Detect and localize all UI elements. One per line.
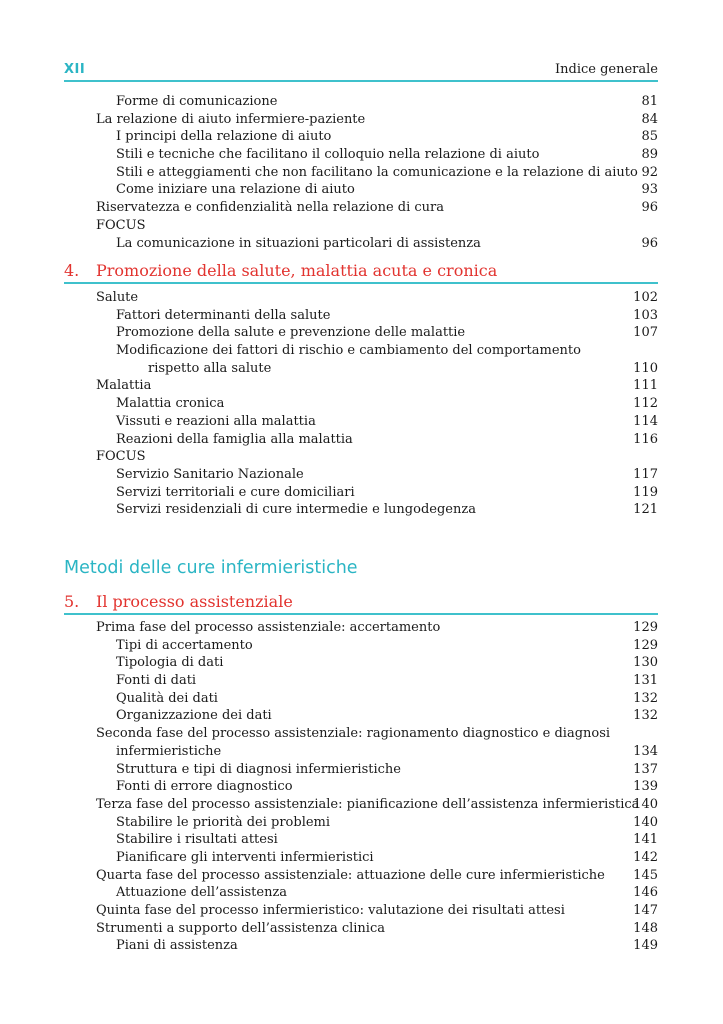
toc-entry-page: 117 <box>633 466 658 482</box>
chapter-number: 5. <box>64 592 80 611</box>
toc-entry-title: Stili e atteggiamenti che non facilitano la comunicazione e la relazione di aiuto <box>116 164 638 180</box>
toc-entry-title: Strumenti a supporto dell’assistenza clinica <box>96 920 385 936</box>
toc-entry-title: Pianificare gli interventi infermieristici <box>116 849 374 865</box>
toc-entry-page: 110 <box>633 360 658 376</box>
toc-entry <box>64 146 658 164</box>
toc-entry <box>64 672 658 690</box>
toc-entry-title: Prima fase del processo assistenziale: accertamento <box>96 620 441 635</box>
toc-entry-page: 134 <box>633 743 658 759</box>
toc-entry <box>64 484 658 502</box>
toc-entry-title: Struttura e tipi di diagnosi infermieristiche <box>116 761 401 777</box>
toc-entry-title: Stili e tecniche che facilitano il colloquio nella relazione di aiuto <box>116 147 540 163</box>
toc-entry-title: rispetto alla salute <box>148 360 272 376</box>
toc-entry-title: Malattia cronica <box>116 396 225 412</box>
toc-block-chapter-4 <box>64 289 658 519</box>
toc-entry-title: Fattori determinanti della salute <box>116 307 331 323</box>
toc-entry-title: Tipi di accertamento <box>116 637 253 653</box>
toc-entry-page: 148 <box>633 920 658 936</box>
toc-entry <box>64 637 658 655</box>
toc-entry <box>64 707 658 725</box>
toc-entry <box>64 360 658 378</box>
chapter-number: 4. <box>64 261 80 280</box>
toc-entry-title: Fonti di dati <box>116 673 197 689</box>
toc-entry <box>64 289 658 307</box>
toc-entry-page: 96 <box>641 235 658 251</box>
toc-entry-title: Seconda fase del processo assistenziale: ragionamento diagnostico e diagnosi <box>96 726 611 742</box>
toc-entry-title: Terza fase del processo assistenziale: pianificazione dell’assistenza infermieristica <box>96 796 640 812</box>
toc-entry-title: Quinta fase del processo infermieristico: valutazione dei risultati attesi <box>96 903 565 918</box>
toc-entry <box>64 884 658 902</box>
toc-block-chapter-3-tail <box>64 93 658 252</box>
toc-entry-title: La comunicazione in situazioni particolari di assistenza <box>116 235 481 251</box>
toc-entry <box>64 164 658 182</box>
toc-entry-page: 140 <box>633 796 658 812</box>
toc-entry-title: FOCUS <box>96 217 146 233</box>
toc-entry-page: 111 <box>633 378 658 394</box>
toc-entry-title: Organizzazione dei dati <box>116 708 272 724</box>
toc-entry <box>64 217 658 235</box>
toc-entry <box>64 814 658 832</box>
toc-entry-page: 131 <box>633 673 658 689</box>
toc-entry <box>64 920 658 938</box>
toc-entry-page: 107 <box>633 325 658 341</box>
toc-entry-title: Promozione della salute e prevenzione delle malattie <box>116 325 466 341</box>
toc-entry-title: FOCUS <box>96 449 146 465</box>
toc-entry-title: Piani di assistenza <box>116 938 238 954</box>
toc-entry-page: 92 <box>641 164 658 180</box>
toc-block-chapter-5 <box>64 619 658 955</box>
toc-entry-page: 84 <box>641 111 658 127</box>
toc-entry-page: 112 <box>633 396 658 412</box>
toc-entry <box>64 937 658 955</box>
toc-entry-title: Qualità dei dati <box>116 690 218 706</box>
toc-entry <box>64 128 658 146</box>
chapter-title: Il processo assistenziale <box>96 592 293 611</box>
toc-entry <box>64 902 658 920</box>
toc-entry <box>64 466 658 484</box>
toc-entry <box>64 778 658 796</box>
toc-entry-page: 146 <box>633 885 658 901</box>
toc-entry <box>64 761 658 779</box>
toc-entry <box>64 690 658 708</box>
toc-entry <box>64 93 658 111</box>
page-folio: XII <box>64 62 86 77</box>
toc-entry <box>64 743 658 761</box>
toc-entry-title: La relazione di aiuto infermiere-paziente <box>96 111 366 127</box>
toc-page <box>64 0 658 1024</box>
toc-entry <box>64 235 658 253</box>
toc-entry-title: Servizio Sanitario Nazionale <box>116 466 304 482</box>
toc-entry-title: Stabilire le priorità dei problemi <box>116 814 331 830</box>
toc-entry-page: 132 <box>633 708 658 724</box>
toc-entry <box>64 307 658 325</box>
toc-entry-page: 137 <box>633 761 658 777</box>
toc-entry <box>64 377 658 395</box>
toc-entry-page: 145 <box>633 867 658 883</box>
toc-entry-page: 130 <box>633 655 658 671</box>
section-title: Metodi delle cure infermieristiche <box>64 558 358 578</box>
toc-entry <box>64 831 658 849</box>
toc-entry-title: Fonti di errore diagnostico <box>116 779 293 795</box>
toc-entry <box>64 395 658 413</box>
toc-entry-page: 116 <box>633 431 658 447</box>
toc-entry-title: infermieristiche <box>116 743 222 759</box>
toc-entry-title: Salute <box>96 290 139 305</box>
toc-entry-page: 129 <box>633 637 658 653</box>
toc-entry-page: 89 <box>641 147 658 163</box>
toc-entry <box>64 867 658 885</box>
toc-entry-title: Servizi residenziali di cure intermedie e lungodegenza <box>116 502 476 518</box>
toc-entry-page: 102 <box>633 290 658 305</box>
toc-entry <box>64 654 658 672</box>
toc-entry <box>64 448 658 466</box>
toc-entry-page: 93 <box>641 182 658 198</box>
toc-entry <box>64 501 658 519</box>
toc-entry-page: 141 <box>633 832 658 848</box>
toc-entry <box>64 849 658 867</box>
toc-entry <box>64 413 658 431</box>
toc-entry-title: Quarta fase del processo assistenziale: attuazione delle cure infermieristiche <box>96 867 605 883</box>
toc-entry-title: Reazioni della famiglia alla malattia <box>116 431 353 447</box>
toc-entry <box>64 111 658 129</box>
toc-entry <box>64 619 658 637</box>
toc-entry-title: Tipologia di dati <box>116 655 224 671</box>
toc-entry-title: Servizi territoriali e cure domiciliari <box>116 484 355 500</box>
toc-entry <box>64 181 658 199</box>
toc-entry <box>64 725 658 743</box>
chapter-heading-5 <box>64 593 658 615</box>
toc-entry-title: Stabilire i risultati attesi <box>116 832 278 848</box>
running-header <box>64 62 658 82</box>
toc-entry-page: 142 <box>633 849 658 865</box>
toc-entry-title: Malattia <box>96 378 152 394</box>
toc-entry-page: 81 <box>641 94 658 109</box>
toc-entry <box>64 324 658 342</box>
toc-entry-page: 114 <box>633 413 658 429</box>
chapter-title: Promozione della salute, malattia acuta e cronica <box>96 261 498 280</box>
toc-entry-page: 121 <box>633 502 658 518</box>
toc-entry-title: Come iniziare una relazione di aiuto <box>116 182 355 198</box>
toc-entry <box>64 431 658 449</box>
toc-entry-page: 85 <box>641 129 658 145</box>
toc-entry-title: Modificazione dei fattori di rischio e cambiamento del comportamento <box>116 343 581 359</box>
running-title: Indice generale <box>555 62 658 77</box>
toc-entry-page: 139 <box>633 779 658 795</box>
toc-entry <box>64 342 658 360</box>
toc-entry-title: Riservatezza e confidenzialità nella relazione di cura <box>96 200 445 216</box>
toc-entry-page: 103 <box>633 307 658 323</box>
toc-entry-page: 147 <box>633 903 658 918</box>
toc-entry-page: 119 <box>633 484 658 500</box>
toc-entry-page: 96 <box>641 200 658 216</box>
toc-entry-page: 132 <box>633 690 658 706</box>
toc-entry-title: Vissuti e reazioni alla malattia <box>116 413 316 429</box>
toc-entry-title: Forme di comunicazione <box>116 94 278 109</box>
toc-entry <box>64 199 658 217</box>
toc-entry-title: I principi della relazione di aiuto <box>116 129 332 145</box>
toc-entry <box>64 796 658 814</box>
toc-entry-page: 129 <box>633 620 658 635</box>
chapter-heading-4 <box>64 262 658 284</box>
toc-entry-title: Attuazione dell’assistenza <box>116 885 288 901</box>
toc-entry-page: 140 <box>633 814 658 830</box>
toc-entry-page: 149 <box>633 938 658 954</box>
